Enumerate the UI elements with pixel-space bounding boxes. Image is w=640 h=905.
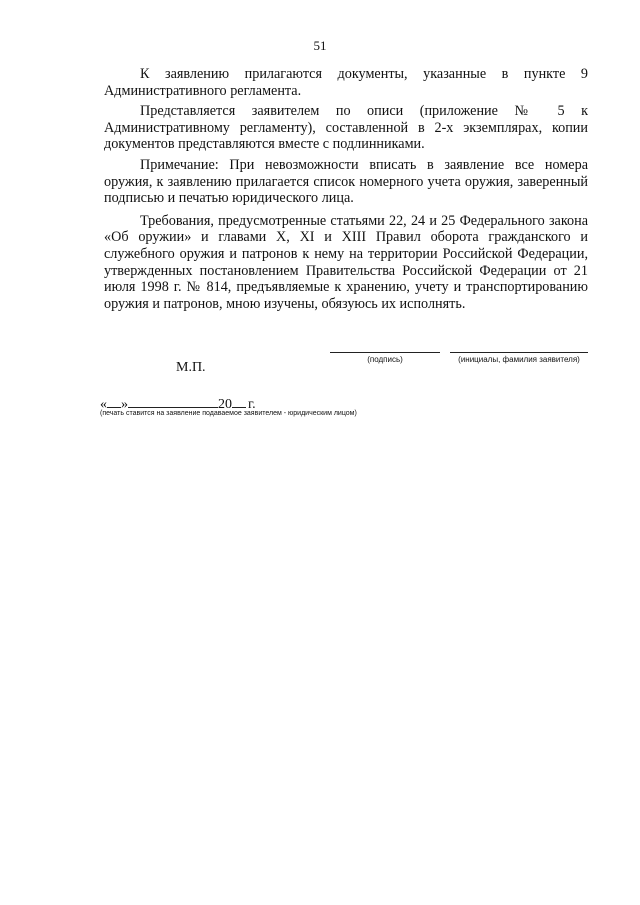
paragraph-inventory: Представляется заявителем по описи (приложение № 5 к Административному регламенту), составленной в 2-х экземплярах, копии документов представляются вместе с подлинниками. (104, 103, 588, 153)
paragraph-note: Примечание: При невозможности вписать в заявление все номера оружия, к заявлению прилагается список номерного учета оружия, заверенный подписью и печатью юридического лица. (104, 156, 588, 207)
page-number: 51 (313, 38, 327, 53)
year-suffix: г. (248, 397, 256, 412)
signature-line[interactable] (330, 352, 440, 353)
stamp-place-label: М.П. (176, 360, 206, 375)
year-prefix: 20 (218, 397, 232, 412)
date-close-quote: » (121, 397, 128, 412)
applicant-name-line[interactable] (450, 352, 588, 353)
stamp-note: (печать ставится на заявление подаваемое заявителем - юридическим лицом) (100, 410, 357, 417)
signature-caption: (подпись) (367, 355, 403, 364)
year-field[interactable] (232, 394, 246, 408)
applicant-name-caption: (инициалы, фамилия заявителя) (458, 355, 580, 364)
date-open-quote: « (100, 397, 107, 412)
paragraph-requirements: Требования, предусмотренные статьями 22, 24 и 25 Федерального закона «Об оружии» и главами X, XI и XIII Правил оборота гражданского и служебного оружия и патронов к нему на территории Российской Федерации, утвержденных постановлением Правительства Российской Федерации от 21 июля 1998 г. № 814, предъявляемые к хранению, учету и транспортированию оружия и патронов, мною изучены, обязуюсь их исполнять. (104, 212, 588, 312)
day-field[interactable] (107, 394, 121, 408)
month-field[interactable] (128, 394, 218, 408)
document-body (104, 66, 588, 316)
paragraph-attached-documents: К заявлению прилагаются документы, указанные в пункте 9 Административного регламента. (104, 66, 588, 99)
